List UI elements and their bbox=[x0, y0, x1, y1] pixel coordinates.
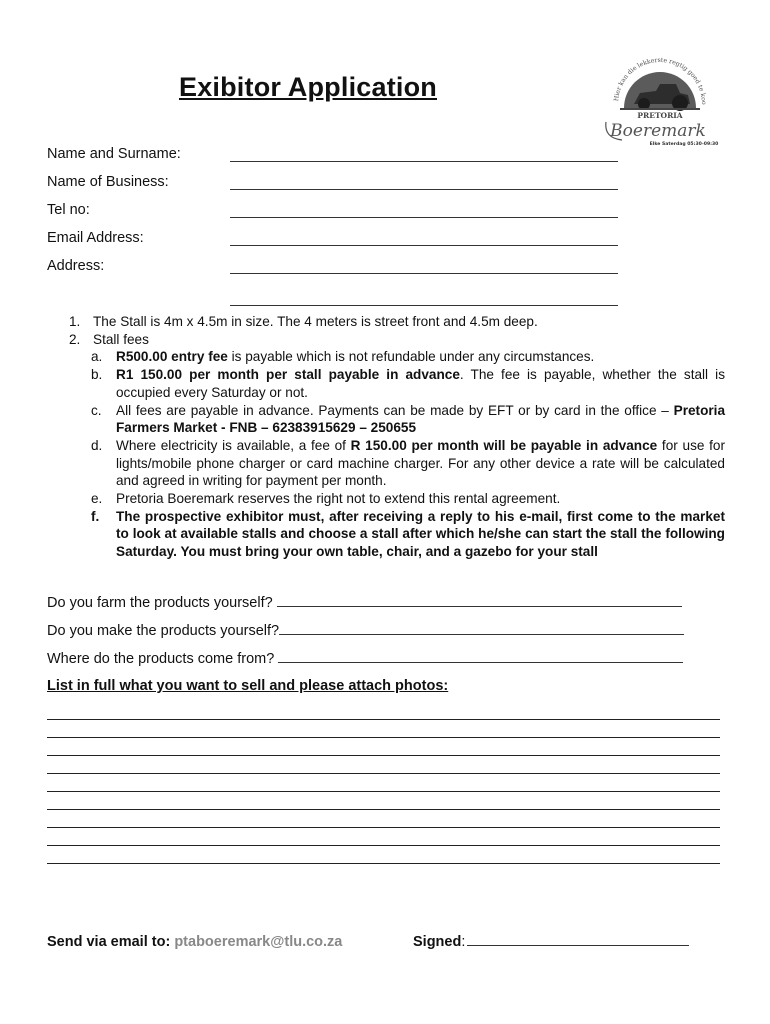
email-address-link[interactable]: ptaboeremark@tlu.co.za bbox=[174, 934, 343, 950]
send-instruction: Send via email to: ptaboeremark@tlu.co.za bbox=[47, 934, 343, 950]
svg-text:Boeremark: Boeremark bbox=[610, 121, 706, 141]
fee-item: a. R500.00 entry fee is payable which is not refundable under any circumstances. bbox=[91, 349, 595, 365]
tel-input-line[interactable] bbox=[230, 217, 618, 218]
svg-text:Elke Saterdag 05:30-09:30: Elke Saterdag 05:30-09:30 bbox=[649, 142, 719, 147]
signature-input-line[interactable] bbox=[467, 945, 689, 946]
list-line[interactable] bbox=[47, 863, 720, 864]
field-label: Email Address: bbox=[47, 230, 144, 246]
fee-item: f. The prospective exhibitor must, after receiving a reply to his e-mail, first come to the market to look at available stalls and choose a stall after which he/she can start the stall the following Saturday. You must bring your own table, chair, and a gazebo for your stall bbox=[91, 508, 725, 560]
list-line[interactable] bbox=[47, 719, 720, 720]
address-input-line[interactable] bbox=[230, 273, 618, 274]
fee-item: d. Where electricity is available, a fee of R 150.00 per month will be payable in advance for use for lights/mobile phone charger or card machine charger. For any other device a rate will be calculated and agreed in writing for payment per month. bbox=[91, 437, 725, 489]
list-line[interactable] bbox=[47, 791, 720, 792]
field-label: Tel no: bbox=[47, 202, 90, 218]
list-line[interactable] bbox=[47, 809, 720, 810]
question-origin-input-line[interactable] bbox=[278, 661, 683, 663]
name-surname-input-line[interactable] bbox=[230, 161, 618, 162]
question-make[interactable]: Do you make the products yourself? bbox=[47, 623, 684, 639]
svg-text:Hier kan die lekkerste regtig: Hier kan die lekkerste regtig goed te koo bbox=[613, 56, 708, 105]
field-label: Name of Business: bbox=[47, 174, 169, 190]
field-label: Address: bbox=[47, 258, 105, 274]
list-line[interactable] bbox=[47, 773, 720, 774]
address-input-line-2[interactable] bbox=[230, 305, 618, 306]
business-name-input-line[interactable] bbox=[230, 189, 618, 190]
list-heading: List in full what you want to sell and please attach photos: bbox=[47, 678, 449, 694]
question-farm[interactable]: Do you farm the products yourself? bbox=[47, 595, 682, 611]
list-line[interactable] bbox=[47, 737, 720, 738]
list-line[interactable] bbox=[47, 845, 720, 846]
form-title: Exibitor Application bbox=[178, 72, 437, 102]
question-farm-input-line[interactable] bbox=[277, 605, 682, 607]
list-line[interactable] bbox=[47, 827, 720, 828]
email-input-line[interactable] bbox=[230, 245, 618, 246]
signature-field[interactable]: Signed: bbox=[413, 934, 689, 950]
question-make-input-line[interactable] bbox=[279, 633, 684, 635]
list-line[interactable] bbox=[47, 755, 720, 756]
question-origin[interactable]: Where do the products come from? bbox=[47, 651, 683, 667]
svg-text:PRETORIA: PRETORIA bbox=[637, 111, 683, 120]
boeremark-logo bbox=[600, 46, 720, 156]
term-item: 1. The Stall is 4m x 4.5m in size. The 4 meters is street front and 4.5m deep. bbox=[69, 314, 538, 329]
field-label: Name and Surname: bbox=[47, 146, 181, 162]
fee-item: e. Pretoria Boeremark reserves the right not to extend this rental agreement. bbox=[91, 491, 561, 507]
term-item: 2. Stall fees bbox=[69, 331, 149, 347]
terms-list bbox=[47, 313, 725, 561]
fee-item: c. All fees are payable in advance. Payments can be made by EFT or by card in the office – Pretoria Farmers Market - FNB – 62383915629 – 250655 bbox=[91, 402, 725, 436]
fee-item: b. R1 150.00 per month per stall payable in advance. The fee is payable, whether the stall is occupied every Saturday or not. bbox=[91, 367, 725, 400]
